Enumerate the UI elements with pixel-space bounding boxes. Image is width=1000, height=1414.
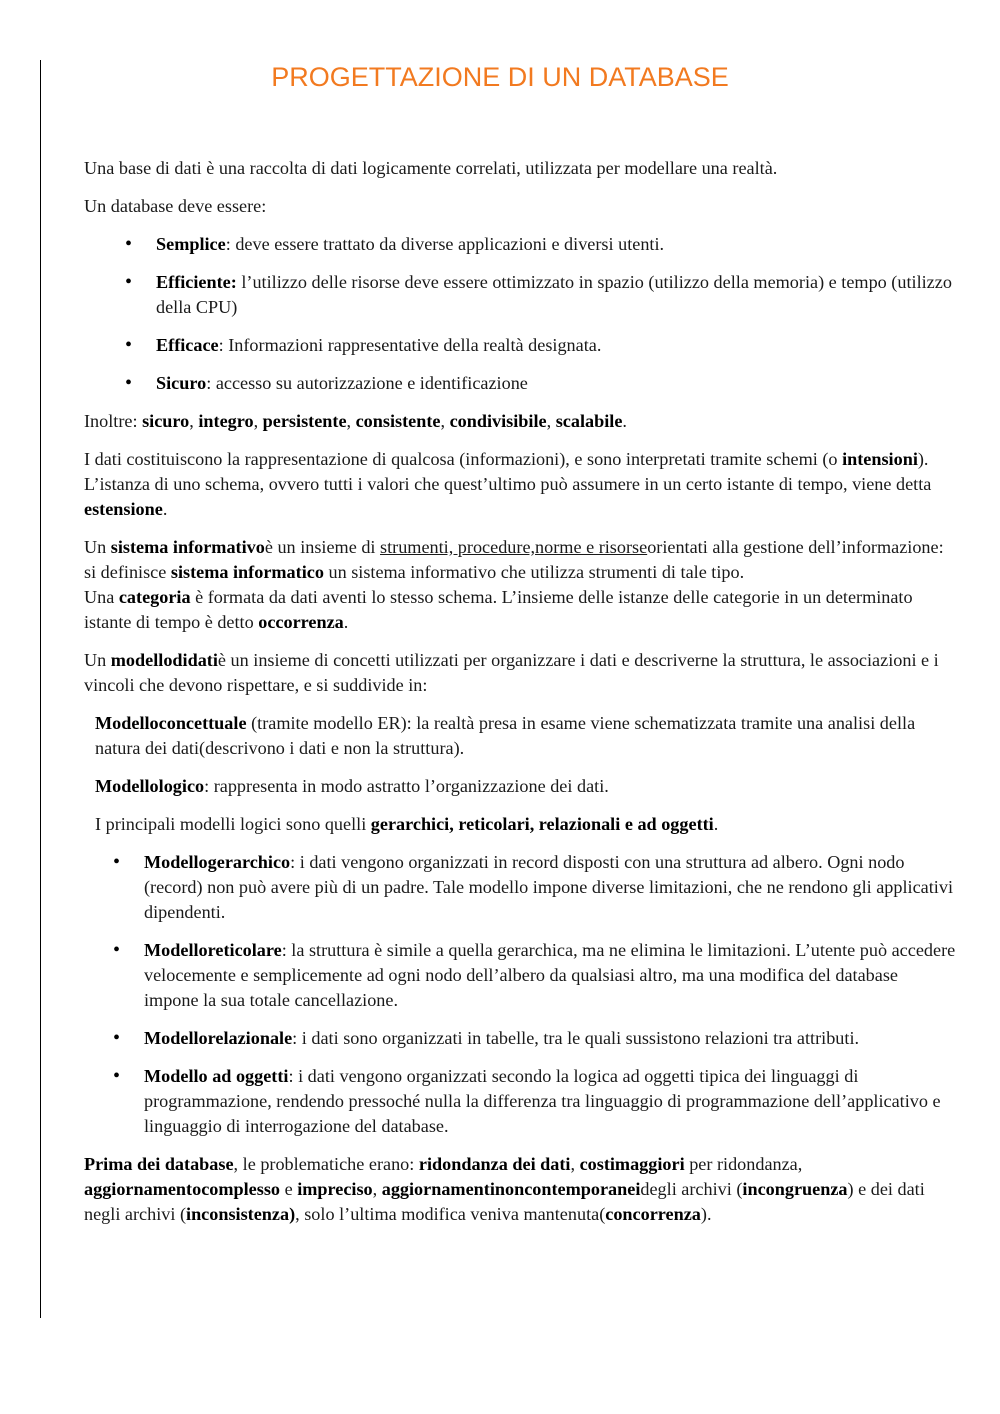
paragraph-data-model: Un modellodidatiè un insieme di concetti utilizzati per organizzare i dati e descriverne la struttura, le associazioni e i vincoli che devono rispettare, e si suddivide in: — [84, 650, 939, 695]
paragraph-definition: Una base di dati è una raccolta di dati logicamente correlati, utilizzata per modellare una realtà. — [84, 158, 778, 178]
paragraph-data-schemas: I dati costituiscono la rappresentazione di qualcosa (informazioni), e sono interpretati tramite schemi (o intensioni). L’istanza di uno schema, ovvero tutti i valori che quest’ultimo può assumere in un certo istante di tempo, viene detta estensione. — [84, 449, 932, 519]
list-item: • Modello ad oggetti: i dati vengono organizzati secondo la logica ad oggetti tipica dei linguaggi di programmazione, rendendo pressoché nulla la differenza tra linguaggio di programmazione dell’applicativo e linguaggio di interrogazione del database. — [84, 1064, 956, 1139]
requirements-list — [84, 232, 956, 396]
page-margin-line — [40, 60, 41, 1318]
paragraph-conceptual-model: Modelloconcettuale (tramite modello ER): la realtà presa in esame viene schematizzata tramite una analisi della natura dei dati(descrivono i dati e non la struttura). — [95, 713, 916, 758]
document-title: PROGETTAZIONE DI UN DATABASE — [271, 62, 729, 92]
paragraph-logical-model: Modellologico: rappresenta in modo astratto l’organizzazione dei dati. — [95, 776, 609, 796]
paragraph-category: Una categoria è formata da dati aventi lo stesso schema. L’insieme delle istanze delle categorie in un determinato istante di tempo è detto occorrenza. — [84, 587, 913, 632]
list-item: • Modellorelazionale: i dati sono organizzati in tabelle, tra le quali sussistono relazioni tra attributi. — [84, 1026, 956, 1051]
paragraph-information-system: Un sistema informativoè un insieme di strumenti, procedure,norme e risorseorientati alla gestione dell’informazione: si definisce sistema informatico un sistema informativo che utilizza strumenti di tale tipo. — [84, 537, 944, 582]
logical-models-list — [84, 850, 956, 1139]
paragraph-main-models: I principali modelli logici sono quelli gerarchici, reticolari, relazionali e ad oggetti. — [95, 814, 719, 834]
list-item: • Efficiente: l’utilizzo delle risorse deve essere ottimizzato in spazio (utilizzo della memoria) e tempo (utilizzo della CPU) — [84, 270, 956, 320]
paragraph-properties: Inoltre: sicuro, integro, persistente, consistente, condivisibile, scalabile. — [84, 411, 627, 431]
list-item: • Semplice: deve essere trattato da diverse applicazioni e diversi utenti. — [84, 232, 956, 257]
paragraph-requirements-intro: Un database deve essere: — [84, 196, 267, 216]
list-item: • Efficace: Informazioni rappresentative della realtà designata. — [84, 333, 956, 358]
list-item: • Modellogerarchico: i dati vengono organizzati in record disposti con una struttura ad albero. Ogni nodo (record) non può avere più di un padre. Tale modello impone diverse limitazioni, che ne rendono gli applicativi dipendenti. — [84, 850, 956, 925]
paragraph-before-databases: Prima dei database, le problematiche erano: ridondanza dei dati, costimaggiori per ridondanza, aggiornamentocomplesso e impreciso, aggiornamentinoncontemporaneidegli archivi (incongruenza) e dei dati negli archivi (inconsistenza), solo l’ultima modifica veniva mantenuta(concorrenza). — [84, 1154, 925, 1224]
list-item: • Modelloreticolare: la struttura è simile a quella gerarchica, ma ne elimina le limitazioni. L’utente può accedere velocemente e semplicemente ad ogni nodo dell’albero da qualsiasi altro, ma una modifica del database impone la sua totale cancellazione. — [84, 938, 956, 1013]
document-body — [84, 156, 956, 1240]
model-types-section — [84, 711, 956, 837]
list-item: • Sicuro: accesso su autorizzazione e identificazione — [84, 371, 956, 396]
